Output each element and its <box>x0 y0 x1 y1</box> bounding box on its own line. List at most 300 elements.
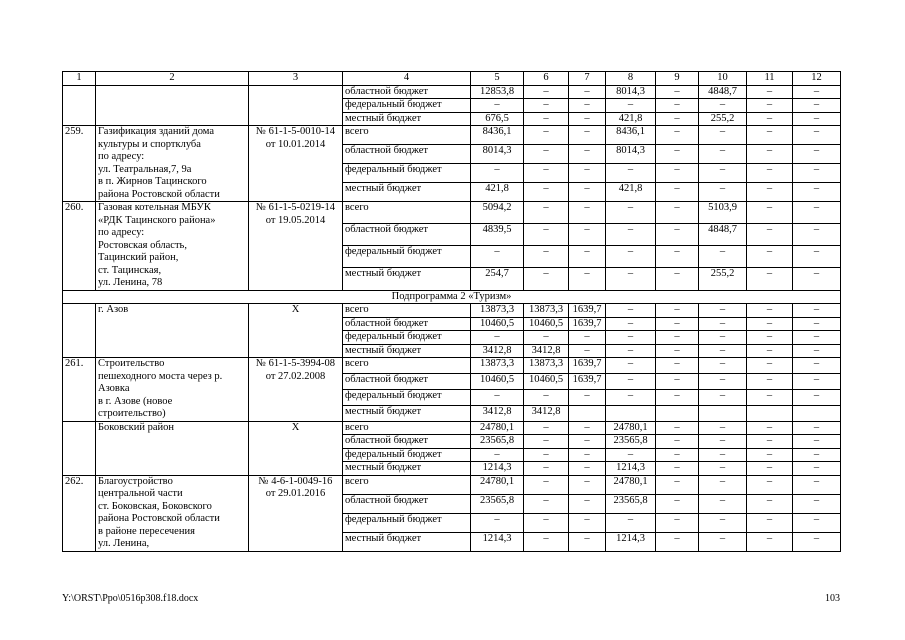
value-cell: – <box>747 246 793 268</box>
value-cell: 10460,5 <box>471 317 524 331</box>
value-cell: – <box>747 421 793 435</box>
project-doc-line: от 10.01.2014 <box>265 138 326 150</box>
value-cell: 255,2 <box>699 112 747 126</box>
value-cell: – <box>656 85 699 99</box>
value-cell: – <box>656 513 699 532</box>
value-cell: – <box>747 344 793 358</box>
value-cell: – <box>606 268 656 290</box>
value-cell: – <box>524 145 569 164</box>
value-cell: – <box>656 224 699 246</box>
value-cell: – <box>793 421 841 435</box>
value-cell: – <box>747 183 793 202</box>
value-cell: – <box>699 513 747 532</box>
value-cell: – <box>524 513 569 532</box>
value-cell <box>569 405 606 421</box>
value-cell: – <box>747 164 793 183</box>
value-cell: – <box>606 317 656 331</box>
project-doc <box>249 475 343 551</box>
value-cell: 3412,8 <box>471 344 524 358</box>
value-cell: – <box>569 462 606 476</box>
value-cell: 1639,7 <box>569 304 606 318</box>
budget-source: всего <box>343 475 471 494</box>
budget-source: федеральный бюджет <box>343 513 471 532</box>
value-cell <box>793 405 841 421</box>
table-body <box>63 72 841 552</box>
value-cell: – <box>793 513 841 532</box>
value-cell: – <box>747 358 793 374</box>
value-cell: 254,7 <box>471 268 524 290</box>
value-cell: – <box>471 513 524 532</box>
value-cell: – <box>569 112 606 126</box>
column-header: 5 <box>471 72 524 86</box>
value-cell: – <box>747 85 793 99</box>
column-header: 9 <box>656 72 699 86</box>
budget-source: местный бюджет <box>343 344 471 358</box>
value-cell: – <box>656 99 699 113</box>
value-cell: 8014,3 <box>606 145 656 164</box>
value-cell: – <box>471 448 524 462</box>
row-number: 261. <box>63 358 96 422</box>
value-cell: – <box>747 389 793 405</box>
value-cell: – <box>699 317 747 331</box>
value-cell: – <box>656 435 699 449</box>
column-header: 12 <box>793 72 841 86</box>
value-cell: – <box>524 268 569 290</box>
value-cell: – <box>606 389 656 405</box>
project-doc-line: № 61-1-5-0010-14 <box>255 126 336 137</box>
value-cell: 1639,7 <box>569 373 606 389</box>
value-cell: 24780,1 <box>471 475 524 494</box>
object-name-line: ул. Театральная,7, 9а <box>98 163 192 175</box>
object-name-line: ст. Боковская, Боковского <box>98 500 212 512</box>
row-number <box>63 421 96 475</box>
value-cell: – <box>747 532 793 551</box>
value-cell: 421,8 <box>606 112 656 126</box>
project-doc-line: от 19.05.2014 <box>265 214 326 226</box>
value-cell: – <box>606 99 656 113</box>
value-cell: – <box>793 532 841 551</box>
object-name <box>96 475 249 551</box>
value-cell: – <box>793 435 841 449</box>
value-cell: – <box>747 462 793 476</box>
value-cell: – <box>793 112 841 126</box>
table-row <box>63 304 841 318</box>
value-cell: – <box>569 85 606 99</box>
value-cell: – <box>471 99 524 113</box>
budget-source: всего <box>343 304 471 318</box>
value-cell: 23565,8 <box>471 435 524 449</box>
value-cell: – <box>793 373 841 389</box>
value-cell: – <box>793 389 841 405</box>
project-doc-line: № 61-1-5-3994-08 <box>255 358 336 369</box>
table-row <box>63 85 841 99</box>
value-cell: 24780,1 <box>606 421 656 435</box>
value-cell: – <box>747 304 793 318</box>
value-cell: – <box>699 421 747 435</box>
row-number: 259. <box>63 126 96 202</box>
budget-source: областной бюджет <box>343 494 471 513</box>
value-cell: – <box>656 448 699 462</box>
budget-source: областной бюджет <box>343 224 471 246</box>
value-cell: – <box>699 435 747 449</box>
value-cell: 8436,1 <box>606 126 656 145</box>
file-path: Y:\ORST\Ppo\0516p308.f18.docx <box>62 593 199 604</box>
object-name-line: строительство) <box>98 408 166 419</box>
value-cell: 676,5 <box>471 112 524 126</box>
value-cell: – <box>656 246 699 268</box>
value-cell: 23565,8 <box>606 435 656 449</box>
value-cell: – <box>699 462 747 476</box>
value-cell: – <box>793 317 841 331</box>
budget-source: федеральный бюджет <box>343 331 471 345</box>
budget-source: федеральный бюджет <box>343 99 471 113</box>
value-cell: 3412,8 <box>524 344 569 358</box>
row-number: 260. <box>63 202 96 291</box>
object-name-line: культуры и спортклуба <box>98 138 201 150</box>
value-cell: – <box>569 224 606 246</box>
table-row <box>63 202 841 224</box>
value-cell <box>699 405 747 421</box>
object-name-line: Строительство <box>98 358 165 369</box>
value-cell: – <box>471 331 524 345</box>
value-cell: – <box>524 389 569 405</box>
object-name-line: Благоустройство <box>98 475 173 487</box>
value-cell: – <box>793 202 841 224</box>
value-cell: – <box>606 331 656 345</box>
value-cell: – <box>699 331 747 345</box>
object-name-line: центральной части <box>98 488 183 499</box>
budget-source: всего <box>343 421 471 435</box>
value-cell: – <box>569 183 606 202</box>
table-row <box>63 358 841 374</box>
value-cell: – <box>699 448 747 462</box>
value-cell: 421,8 <box>471 183 524 202</box>
object-name-line: Газовая котельная МБУК <box>98 202 211 213</box>
value-cell: – <box>656 268 699 290</box>
value-cell: – <box>699 373 747 389</box>
value-cell: – <box>699 358 747 374</box>
value-cell: – <box>569 421 606 435</box>
value-cell: 13873,3 <box>471 304 524 318</box>
value-cell: – <box>699 494 747 513</box>
value-cell: 1214,3 <box>471 462 524 476</box>
object-name-line: пешеходного моста через р. <box>98 370 223 382</box>
value-cell <box>747 405 793 421</box>
budget-source: местный бюджет <box>343 532 471 551</box>
value-cell: – <box>524 462 569 476</box>
value-cell: – <box>524 112 569 126</box>
value-cell: – <box>699 344 747 358</box>
value-cell: – <box>793 304 841 318</box>
value-cell: 13873,3 <box>471 358 524 374</box>
budget-source: всего <box>343 358 471 374</box>
value-cell: – <box>793 494 841 513</box>
row-number <box>63 304 96 358</box>
value-cell: 4848,7 <box>699 224 747 246</box>
value-cell: – <box>524 331 569 345</box>
value-cell: – <box>656 344 699 358</box>
value-cell: 13873,3 <box>524 304 569 318</box>
object-name-line: в районе пересечения <box>98 525 195 537</box>
value-cell: – <box>606 304 656 318</box>
value-cell: – <box>793 268 841 290</box>
value-cell: – <box>471 164 524 183</box>
value-cell: – <box>656 532 699 551</box>
object-name <box>96 126 249 202</box>
value-cell: – <box>793 145 841 164</box>
value-cell: – <box>656 462 699 476</box>
value-cell: – <box>656 475 699 494</box>
value-cell: – <box>569 126 606 145</box>
value-cell: 12853,8 <box>471 85 524 99</box>
value-cell: – <box>656 145 699 164</box>
value-cell: – <box>569 494 606 513</box>
header-row <box>63 72 841 86</box>
value-cell: – <box>524 183 569 202</box>
value-cell <box>606 405 656 421</box>
object-name-line: ул. Ленина, 78 <box>98 277 163 288</box>
value-cell: – <box>656 183 699 202</box>
value-cell: – <box>699 126 747 145</box>
value-cell: – <box>747 475 793 494</box>
value-cell: – <box>793 448 841 462</box>
value-cell: – <box>606 246 656 268</box>
value-cell: – <box>606 513 656 532</box>
budget-source: областной бюджет <box>343 373 471 389</box>
column-header: 2 <box>96 72 249 86</box>
project-doc <box>249 358 343 422</box>
value-cell: – <box>569 268 606 290</box>
value-cell: – <box>747 435 793 449</box>
value-cell: – <box>699 246 747 268</box>
column-header: 7 <box>569 72 606 86</box>
project-doc: Х <box>249 421 343 475</box>
value-cell: – <box>656 421 699 435</box>
value-cell: – <box>656 304 699 318</box>
project-doc-line: № 61-1-5-0219-14 <box>255 202 336 213</box>
budget-source: всего <box>343 126 471 145</box>
value-cell: 1214,3 <box>606 532 656 551</box>
value-cell: – <box>524 448 569 462</box>
budget-source: местный бюджет <box>343 183 471 202</box>
value-cell: 1214,3 <box>606 462 656 476</box>
value-cell: – <box>606 164 656 183</box>
value-cell: 255,2 <box>699 268 747 290</box>
value-cell: – <box>471 246 524 268</box>
value-cell: – <box>747 448 793 462</box>
value-cell: – <box>793 85 841 99</box>
value-cell: – <box>656 202 699 224</box>
value-cell: 8436,1 <box>471 126 524 145</box>
value-cell: – <box>524 85 569 99</box>
value-cell: – <box>569 246 606 268</box>
project-doc <box>249 202 343 291</box>
object-name-line: Ростовская область, <box>98 239 187 251</box>
object-name-line: в г. Азове (новое <box>98 395 173 407</box>
value-cell: 3412,8 <box>471 405 524 421</box>
value-cell: – <box>793 183 841 202</box>
value-cell: – <box>524 164 569 183</box>
value-cell: – <box>524 126 569 145</box>
value-cell: 24780,1 <box>471 421 524 435</box>
page-number: 103 <box>825 593 840 604</box>
budget-source: областной бюджет <box>343 317 471 331</box>
value-cell: – <box>569 532 606 551</box>
value-cell: – <box>471 389 524 405</box>
column-header: 10 <box>699 72 747 86</box>
column-header: 8 <box>606 72 656 86</box>
value-cell: 23565,8 <box>471 494 524 513</box>
value-cell: – <box>699 304 747 318</box>
value-cell: 1639,7 <box>569 317 606 331</box>
region-name: г. Азов <box>96 304 249 358</box>
value-cell: – <box>606 202 656 224</box>
value-cell: – <box>699 532 747 551</box>
value-cell: – <box>699 389 747 405</box>
column-header: 11 <box>747 72 793 86</box>
subprogram-title: Подпрограмма 2 «Туризм» <box>63 290 841 304</box>
value-cell: – <box>747 112 793 126</box>
value-cell: – <box>793 99 841 113</box>
value-cell: – <box>656 112 699 126</box>
value-cell: – <box>747 145 793 164</box>
budget-source: федеральный бюджет <box>343 448 471 462</box>
object-name-line: ст. Тацинская, <box>98 264 162 276</box>
value-cell: – <box>656 494 699 513</box>
value-cell: – <box>793 224 841 246</box>
value-cell: – <box>699 145 747 164</box>
budget-source: местный бюджет <box>343 112 471 126</box>
value-cell: – <box>569 344 606 358</box>
value-cell: – <box>656 358 699 374</box>
value-cell: – <box>569 164 606 183</box>
value-cell: – <box>793 344 841 358</box>
value-cell: – <box>606 224 656 246</box>
subprogram-row <box>63 290 841 304</box>
value-cell: 24780,1 <box>606 475 656 494</box>
value-cell: – <box>793 164 841 183</box>
budget-source: местный бюджет <box>343 405 471 421</box>
value-cell: – <box>656 389 699 405</box>
value-cell: – <box>747 126 793 145</box>
value-cell: 3412,8 <box>524 405 569 421</box>
object-name <box>96 85 249 126</box>
value-cell: – <box>524 246 569 268</box>
object-name-line: Тацинский район, <box>98 252 179 263</box>
object-name-line: района Ростовской области <box>98 188 220 200</box>
value-cell: – <box>524 494 569 513</box>
column-header: 6 <box>524 72 569 86</box>
table-row <box>63 126 841 145</box>
budget-source: областной бюджет <box>343 435 471 449</box>
object-name <box>96 202 249 291</box>
value-cell: – <box>524 435 569 449</box>
value-cell: – <box>656 373 699 389</box>
budget-source: местный бюджет <box>343 268 471 290</box>
value-cell: – <box>699 99 747 113</box>
object-name-line: в п. Жирнов Тацинского <box>98 176 207 187</box>
column-header: 4 <box>343 72 471 86</box>
value-cell: 13873,3 <box>524 358 569 374</box>
value-cell: – <box>699 475 747 494</box>
value-cell: – <box>656 317 699 331</box>
value-cell: – <box>524 475 569 494</box>
value-cell: – <box>569 448 606 462</box>
project-doc <box>249 126 343 202</box>
value-cell: – <box>606 358 656 374</box>
value-cell: – <box>569 145 606 164</box>
project-doc: Х <box>249 304 343 358</box>
value-cell: – <box>747 268 793 290</box>
budget-source: всего <box>343 202 471 224</box>
region-name: Боковский район <box>96 421 249 475</box>
object-name <box>96 358 249 422</box>
value-cell: 1214,3 <box>471 532 524 551</box>
value-cell: – <box>656 126 699 145</box>
value-cell: – <box>569 513 606 532</box>
value-cell: 5103,9 <box>699 202 747 224</box>
value-cell: – <box>747 494 793 513</box>
object-name-line: ул. Ленина, <box>98 538 150 549</box>
value-cell: – <box>524 224 569 246</box>
value-cell: 421,8 <box>606 183 656 202</box>
object-name-line: по адресу: <box>98 227 145 238</box>
budget-source: областной бюджет <box>343 145 471 164</box>
value-cell: – <box>524 532 569 551</box>
value-cell: 8014,3 <box>606 85 656 99</box>
value-cell: 1639,7 <box>569 358 606 374</box>
budget-source: областной бюджет <box>343 85 471 99</box>
value-cell: – <box>569 389 606 405</box>
value-cell <box>656 405 699 421</box>
row-number: 262. <box>63 475 96 551</box>
value-cell: – <box>793 462 841 476</box>
project-doc-line: от 27.02.2008 <box>265 370 326 382</box>
column-header: 3 <box>249 72 343 86</box>
value-cell: 10460,5 <box>524 373 569 389</box>
value-cell: – <box>606 344 656 358</box>
project-doc <box>249 85 343 126</box>
value-cell: – <box>747 224 793 246</box>
value-cell: 10460,5 <box>524 317 569 331</box>
value-cell: – <box>569 99 606 113</box>
value-cell: – <box>699 183 747 202</box>
value-cell: – <box>569 331 606 345</box>
value-cell: 8014,3 <box>471 145 524 164</box>
object-name-line: района Ростовской области <box>98 513 220 524</box>
object-name-line: по адресу: <box>98 151 145 162</box>
budget-source: федеральный бюджет <box>343 164 471 183</box>
value-cell: – <box>793 475 841 494</box>
value-cell: – <box>656 331 699 345</box>
value-cell: – <box>606 373 656 389</box>
value-cell: – <box>793 331 841 345</box>
budget-source: федеральный бюджет <box>343 389 471 405</box>
value-cell: – <box>747 202 793 224</box>
value-cell: – <box>699 164 747 183</box>
project-doc-line: № 4-6-1-0049-16 <box>258 475 333 487</box>
budget-table <box>62 71 841 552</box>
object-name-line: «РДК Тацинского района» <box>98 214 216 226</box>
column-header: 1 <box>63 72 96 86</box>
value-cell: – <box>747 317 793 331</box>
project-doc-line: от 29.01.2016 <box>265 488 326 499</box>
value-cell: – <box>793 126 841 145</box>
value-cell: 4848,7 <box>699 85 747 99</box>
object-name-line: Газификация зданий дома <box>98 126 215 137</box>
value-cell: 23565,8 <box>606 494 656 513</box>
row-number <box>63 85 96 126</box>
